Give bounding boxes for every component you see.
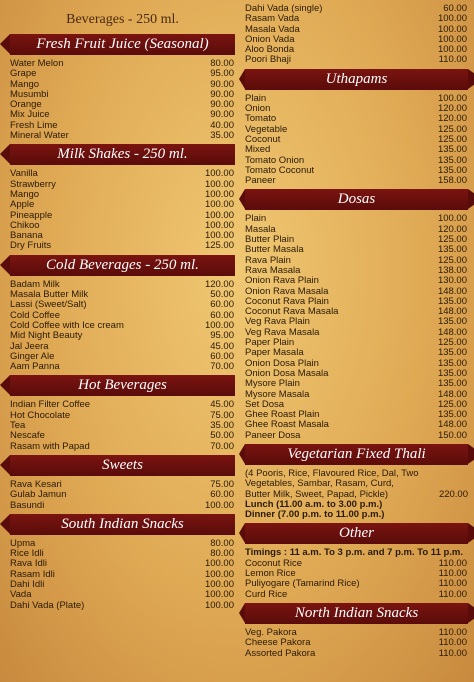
menu-item	[10, 442, 235, 452]
menu-item-price: 80.00	[210, 58, 234, 69]
menu-item	[245, 276, 468, 286]
menu-item-price: 148.00	[437, 419, 467, 431]
menu-item-name: Rice Idli	[10, 548, 44, 560]
menu-item-name: Strawberry	[10, 178, 56, 190]
menu-item-name: Banana	[10, 230, 43, 242]
menu-item-name: Onion Rava Plain	[245, 275, 319, 287]
menu-item-price: 35.00	[210, 130, 234, 142]
other-timings-text: Timings : 11 a.m. To 3 p.m. and 7 p.m. To 11 p.m.	[245, 547, 464, 559]
menu-item-name: Set Dosa	[245, 398, 285, 410]
menu-item-price: 90.00	[210, 99, 234, 111]
menu-item	[10, 362, 235, 372]
menu-item-name: Onion Dosa Plain	[245, 357, 319, 369]
menu-item	[10, 331, 235, 341]
menu-item-price: 70.00	[210, 440, 234, 452]
menu-item-price: 125.00	[437, 133, 467, 145]
menu-item-price: 135.00	[437, 367, 467, 379]
menu-item-price: 135.00	[437, 144, 467, 156]
menu-item-name: Masala Vada	[245, 23, 300, 35]
menu-item-price: 90.00	[210, 109, 234, 121]
menu-item	[10, 59, 235, 69]
menu-item-price: 100.00	[204, 578, 234, 590]
menu-item-name: Puliyogare (Tamarind Rice)	[245, 578, 360, 590]
menu-item-name: Onion Vada	[245, 33, 295, 45]
menu-item-price: 100.00	[204, 199, 234, 211]
menu-item-name: Masala	[245, 223, 276, 235]
menu-item-name: Mixed	[245, 144, 271, 156]
menu-item-name: Mid Night Beauty	[10, 330, 83, 342]
section-banner-cold-beverages: Cold Beverages - 250 ml.	[10, 255, 235, 276]
menu-item-price: 50.00	[210, 430, 234, 442]
menu-item-price: 40.00	[210, 119, 234, 131]
menu-item-price: 125.00	[204, 240, 234, 252]
menu-item-price: 80.00	[210, 537, 234, 549]
menu-item-price: 110.00	[438, 568, 467, 580]
menu-item-price: 125.00	[437, 123, 467, 135]
fresh-fruit-juice-list	[10, 59, 235, 141]
dosas-list	[245, 214, 468, 441]
menu-item-name: Rava Plain	[245, 254, 291, 266]
menu-item-price: 110.00	[438, 578, 467, 590]
menu-item	[245, 638, 468, 648]
menu-item-price: 100.00	[204, 319, 234, 331]
menu-item-name: Basundi	[10, 499, 45, 511]
menu-item	[10, 601, 235, 611]
menu-item-price: 120.00	[204, 278, 234, 290]
menu-item-name: Rasam Vada	[245, 13, 300, 25]
menu-item	[245, 590, 468, 600]
menu-item-price: 35.00	[210, 420, 234, 432]
menu-item-price: 60.00	[210, 489, 234, 501]
menu-item-name: Onion Dosa Masala	[245, 367, 329, 379]
section-banner-sweets: Sweets	[10, 455, 235, 476]
menu-item-name: Lemon Rice	[245, 568, 296, 580]
menu-item-name: Mix Juice	[10, 109, 50, 121]
menu-item-name: Onion	[245, 103, 271, 115]
menu-item-price: 100.00	[204, 599, 234, 611]
menu-item-name: Plain	[245, 92, 267, 104]
menu-item-price: 130.00	[437, 275, 467, 287]
menu-item-name: Veg Rava Plain	[245, 316, 310, 328]
menu-item-name: Tomato Onion	[245, 154, 305, 166]
menu-item-name: Rava Masala	[245, 264, 301, 276]
menu-item	[10, 90, 235, 100]
menu-item-name: Tea	[10, 420, 26, 432]
menu-item-price: 135.00	[437, 295, 467, 307]
sweets-list	[10, 480, 235, 511]
menu-item-name: Nescafe	[10, 430, 45, 442]
menu-item-name: Jal Jeera	[10, 340, 49, 352]
menu-item-name: Cheese Pakora	[245, 637, 311, 649]
menu-item-name: Upma	[10, 537, 36, 549]
menu-item-price: 135.00	[437, 409, 467, 421]
menu-item	[245, 176, 468, 186]
menu-item-name: Aloo Bonda	[245, 44, 295, 56]
menu-item-price: 90.00	[210, 78, 234, 90]
section-banner-milk-shakes: Milk Shakes - 250 ml.	[10, 144, 235, 165]
menu-item	[10, 490, 235, 500]
menu-item-name: Coconut	[245, 133, 281, 145]
thali-line-2: Vegetables, Sambar, Rasam, Curd,	[245, 478, 394, 490]
section-banner-hot-beverages: Hot Beverages	[10, 375, 235, 396]
menu-item-price: 158.00	[437, 175, 467, 187]
menu-item-price: 135.00	[437, 164, 467, 176]
menu-item	[10, 180, 235, 190]
menu-item-price: 125.00	[437, 254, 467, 266]
menu-item-price: 135.00	[437, 154, 467, 166]
menu-item	[10, 411, 235, 421]
menu-item-price: 60.00	[210, 350, 234, 362]
menu-item-price: 135.00	[437, 244, 467, 256]
menu-item-name: Paneer Dosa	[245, 429, 301, 441]
menu-item-price: 138.00	[437, 264, 467, 276]
menu-item	[245, 135, 468, 145]
menu-item-name: Plain	[245, 213, 267, 225]
uthapams-list	[245, 94, 468, 187]
menu-item-price: 100.00	[437, 23, 467, 35]
thali-lunch: Lunch (11.00 a.m. to 3.00 p.m.)	[245, 498, 383, 510]
milk-shakes-list	[10, 169, 235, 251]
menu-item-price: 100.00	[204, 188, 234, 200]
menu-item-name: Vada	[10, 589, 32, 601]
menu-item-price: 95.00	[210, 330, 234, 342]
other-list	[245, 559, 468, 600]
menu-item-price: 60.00	[210, 299, 234, 311]
menu-item-name: Rasam Idli	[10, 568, 55, 580]
menu-item-price: 100.00	[204, 219, 234, 231]
menu-item-name: Vegetable	[245, 123, 288, 135]
menu-item	[10, 501, 235, 511]
menu-item-price: 110.00	[438, 557, 467, 569]
menu-item-price: 60.00	[443, 3, 467, 14]
menu-item-price: 135.00	[437, 357, 467, 369]
menu-item-name: Butter Masala	[245, 244, 304, 256]
beverages-heading: Beverages - 250 ml.	[66, 12, 179, 27]
section-banner-vegetarian-fixed-thali: Vegetarian Fixed Thali	[245, 444, 468, 465]
north-indian-snacks-list	[245, 628, 468, 659]
menu-item-name: Coconut Rava Plain	[245, 295, 329, 307]
menu-item-name: Onion Rava Masala	[245, 285, 329, 297]
menu-item-name: Tomato	[245, 113, 277, 125]
menu-item-price: 110.00	[438, 637, 467, 649]
menu-item-name: Masala Butter Milk	[10, 289, 89, 301]
menu-item	[10, 580, 235, 590]
menu-item-price: 125.00	[437, 234, 467, 246]
menu-item	[245, 431, 468, 441]
menu-item-name: Mango	[10, 78, 40, 90]
menu-item-name: Assorted Pakora	[245, 647, 316, 659]
left-column	[10, 0, 235, 611]
menu-item-name: Water Melon	[10, 58, 64, 69]
menu-item-name: Paneer	[245, 175, 276, 187]
menu-item-price: 100.00	[204, 168, 234, 180]
menu-item	[245, 166, 468, 176]
menu-item-name: Cold Coffee with Ice cream	[10, 319, 124, 331]
menu-item-name: Mysore Plain	[245, 378, 300, 390]
menu-item-name: Mineral Water	[10, 130, 69, 142]
menu-item-price: 100.00	[204, 209, 234, 221]
menu-item-price: 150.00	[437, 429, 467, 441]
menu-item-price: 135.00	[437, 347, 467, 359]
menu-item-name: Butter Plain	[245, 234, 295, 246]
menu-item-name: Dahi Vada (Plate)	[10, 599, 85, 611]
thali-price: 220.00	[438, 488, 468, 500]
menu-item-name: Grape	[10, 68, 37, 80]
menu-item-price: 100.00	[437, 213, 467, 225]
menu-item-name: Hot Chocolate	[10, 409, 71, 421]
menu-item	[10, 131, 235, 141]
menu-item-name: Gulab Jamun	[10, 489, 67, 501]
menu-item	[10, 211, 235, 221]
menu-item-price: 50.00	[210, 289, 234, 301]
section-banner-north-indian-snacks: North Indian Snacks	[245, 603, 468, 624]
menu-item-name: Badam Milk	[10, 278, 60, 290]
menu-item-price: 148.00	[437, 326, 467, 338]
menu-item-price: 95.00	[210, 68, 234, 80]
section-banner-other: Other	[245, 523, 468, 544]
menu-item-price: 125.00	[437, 337, 467, 349]
menu-item-price: 100.00	[204, 558, 234, 570]
menu-item-price: 110.00	[438, 588, 467, 600]
menu-item-price: 120.00	[437, 223, 467, 235]
menu-item	[10, 69, 235, 79]
menu-item-price: 148.00	[437, 285, 467, 297]
menu-item-price: 100.00	[204, 589, 234, 601]
menu-item-price: 100.00	[204, 230, 234, 242]
menu-item-price: 100.00	[204, 178, 234, 190]
menu-item	[245, 55, 468, 65]
menu-item-name: Orange	[10, 99, 42, 111]
menu-item-name: Pineapple	[10, 209, 53, 221]
menu-item-name: Veg. Pakora	[245, 626, 297, 638]
menu-item	[245, 94, 468, 104]
menu-item-price: 45.00	[210, 399, 234, 411]
menu-item-price: 100.00	[204, 499, 234, 511]
menu-item-price: 148.00	[437, 388, 467, 400]
menu-item-name: Dahi Idli	[10, 578, 45, 590]
section-banner-dosas: Dosas	[245, 189, 468, 210]
menu-item-price: 75.00	[210, 409, 234, 421]
snacks-continued-list	[245, 4, 468, 66]
menu-item-name: Ginger Ale	[10, 350, 55, 362]
menu-item-name: Ghee Roast Masala	[245, 419, 329, 431]
section-banner-uthapams: Uthapams	[245, 69, 468, 90]
menu-item-name: Paper Plain	[245, 337, 295, 349]
menu-item-name: Coconut Rice	[245, 557, 303, 569]
thali-dinner: Dinner (7.00 p.m. to 11.00 p.m.)	[245, 509, 385, 521]
menu-item-name: Ghee Roast Plain	[245, 409, 320, 421]
menu-item-price: 110.00	[438, 647, 467, 659]
menu-item-name: Lassi (Sweet/Salt)	[10, 299, 87, 311]
menu-item-name: Mysore Masala	[245, 388, 310, 400]
menu-item	[245, 379, 468, 389]
menu-item-price: 125.00	[437, 398, 467, 410]
menu-item-name: Chikoo	[10, 219, 40, 231]
menu-item-name: Coconut Rava Masala	[245, 306, 339, 318]
menu-item-name: Dahi Vada (single)	[245, 3, 323, 14]
menu-item-name: Dry Fruits	[10, 240, 52, 252]
menu-item-name: Musumbi	[10, 88, 49, 100]
menu-item-price: 100.00	[437, 33, 467, 45]
hot-beverages-list	[10, 400, 235, 451]
menu-item-price: 148.00	[437, 306, 467, 318]
menu-item-price: 75.00	[210, 478, 234, 490]
thali-line-1: (4 Pooris, Rice, Flavoured Rice, Dal, Two	[245, 467, 419, 479]
menu-item	[245, 104, 468, 114]
thali-details	[245, 469, 468, 520]
menu-item-price: 110.00	[438, 54, 467, 66]
menu-item-price: 70.00	[210, 361, 234, 373]
menu-item-name: Cold Coffee	[10, 309, 60, 321]
menu-item-name: Rava Idli	[10, 558, 47, 570]
menu-item-price: 120.00	[437, 113, 467, 125]
menu-item	[10, 221, 235, 231]
menu-item-price: 90.00	[210, 88, 234, 100]
menu-item-price: 100.00	[437, 44, 467, 56]
menu-item-name: Rava Kesari	[10, 478, 62, 490]
menu-item-price: 110.00	[438, 626, 467, 638]
thali-line-3-text: Butter Milk, Sweet, Papad, Pickle)	[245, 488, 389, 500]
menu-item-name: Aam Panna	[10, 361, 60, 373]
menu-item-name: Poori Bhaji	[245, 54, 291, 66]
menu-item	[10, 190, 235, 200]
menu-item-name: Rasam with Papad	[10, 440, 90, 452]
menu-item	[10, 241, 235, 251]
menu-item-price: 100.00	[437, 13, 467, 25]
menu-item-price: 120.00	[437, 103, 467, 115]
menu-item-name: Curd Rice	[245, 588, 288, 600]
menu-item	[245, 649, 468, 659]
south-indian-snacks-list	[10, 539, 235, 611]
menu-item-name: Apple	[10, 199, 35, 211]
menu-item-name: Tomato Coconut	[245, 164, 315, 176]
menu-item-name: Mango	[10, 188, 40, 200]
menu-item	[245, 214, 468, 224]
menu-item-name: Veg Rava Masala	[245, 326, 320, 338]
menu-item-name: Indian Filter Coffee	[10, 399, 91, 411]
cold-beverages-list	[10, 280, 235, 373]
section-banner-fresh-fruit-juice: Fresh Fruit Juice (Seasonal)	[10, 34, 235, 55]
menu-item-price: 100.00	[204, 568, 234, 580]
menu-item-name: Fresh Lime	[10, 119, 58, 131]
right-column	[245, 0, 468, 659]
menu-item-name: Paper Masala	[245, 347, 304, 359]
menu-item-price: 60.00	[210, 309, 234, 321]
menu-item-name: Vanilla	[10, 168, 38, 180]
menu-item-price: 45.00	[210, 340, 234, 352]
section-banner-south-indian-snacks: South Indian Snacks	[10, 514, 235, 535]
menu-item-price: 135.00	[437, 316, 467, 328]
menu-item-price: 100.00	[437, 92, 467, 104]
menu-item-price: 135.00	[437, 378, 467, 390]
menu-item-price: 80.00	[210, 548, 234, 560]
